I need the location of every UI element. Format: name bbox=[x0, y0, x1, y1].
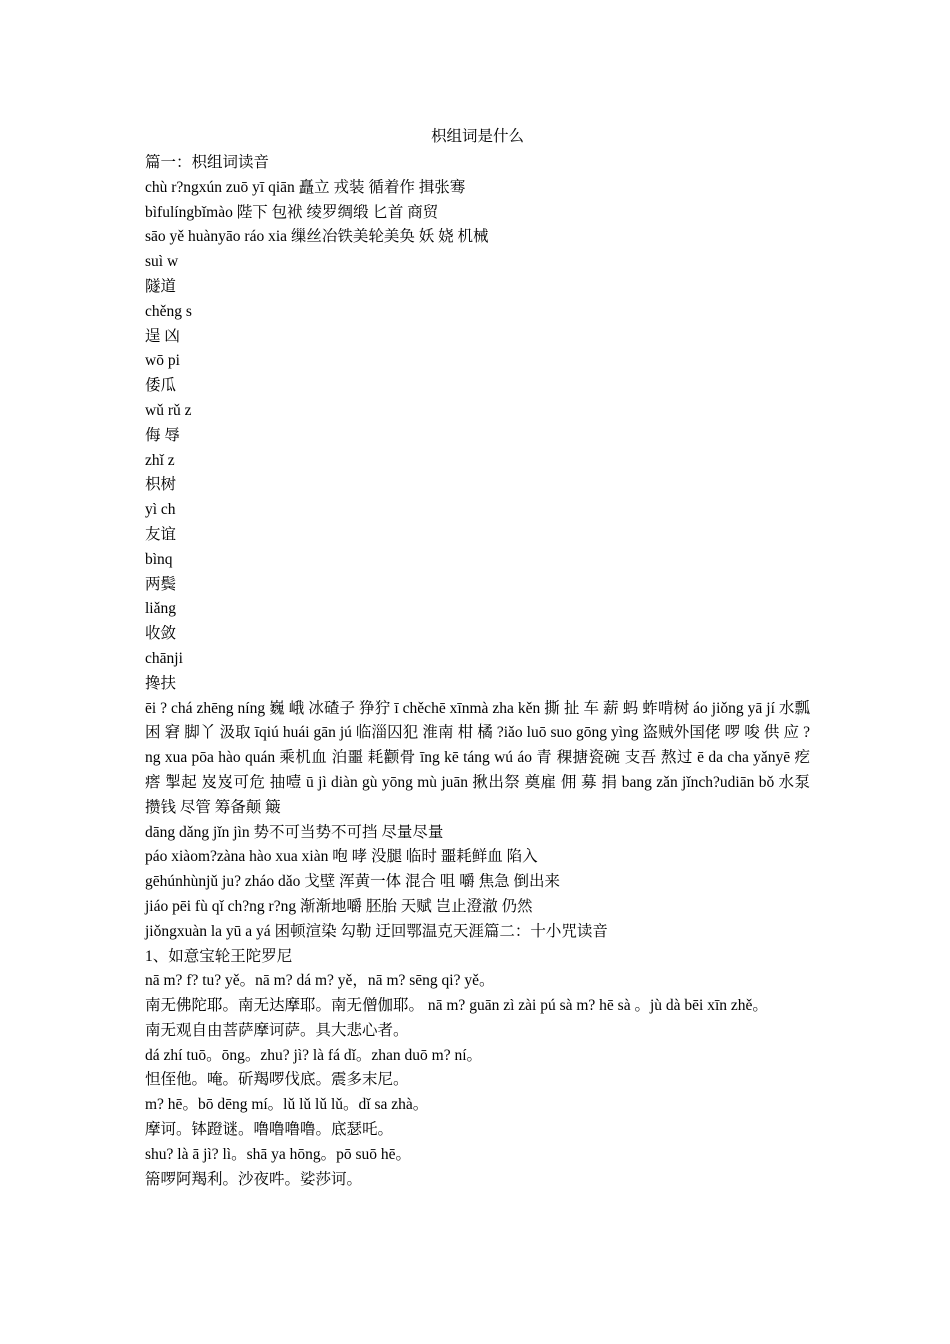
text-line: gēhúnhùnjǔ ju? zháo dǎo 戈壁 浑黄一体 混合 咀 嚼 焦急 倒出来 bbox=[145, 873, 561, 891]
text-line: chānji bbox=[145, 649, 183, 667]
text-line: zhǐ z bbox=[145, 451, 175, 469]
text-line: wō pi bbox=[145, 352, 180, 370]
text-line: shu? là ā jì? lì。shā ya hōng。pō suō hē。 bbox=[145, 1145, 412, 1163]
text-line: 篇一：枳组词读音 bbox=[145, 154, 270, 171]
text-paragraph: ēi ? chá zhēng níng 巍 峨 冰碴子 狰狞 ī chěchē xīnmà zha kěn 撕 扯 车 薪 蚂 蚱啃树 áo jiǒng yā jí 水瓢 困 窘 脚丫 汲取 īqiú huái gān jú 临淄囚犯 淮南 柑 橘 ?iǎo luō suo gōng yìng 盗贼外国佬 啰 唆 供 应 ?ng xua pōa hào quán 乘机血 泊噩 耗颧骨 īng kē táng wú áo 青 稞搪瓷碗 支吾 熬过 ē da cha yǎnyē 疙 瘩 掣起 岌岌可危 抽噎 ū jì diàn gù yōng mù juān 揪出祭 奠雇 佣 募 捐 bang zǎn jǐnch?udiān bǒ 水泵 攒钱 尽管 筹备颠 簸 bbox=[145, 699, 810, 816]
text-line: dá zhí tuō。ōng。zhu? jì? là fá dǐ。zhan duō m? ní。 bbox=[145, 1046, 483, 1064]
text-line: chěng s bbox=[145, 302, 192, 320]
text-line: 友谊 bbox=[145, 525, 177, 543]
text-line: dāng dǎng jǐn jìn 势不可当势不可挡 尽量尽量 bbox=[145, 823, 444, 841]
text-line: m? hē。bō dēng mí。lǔ lǔ lǔ lǔ。dǐ sa zhà。 bbox=[145, 1096, 429, 1114]
text-line: 枳树 bbox=[145, 476, 177, 494]
text-line: 侮 辱 bbox=[145, 426, 180, 444]
document-title: 枳组词是什么 bbox=[430, 128, 524, 145]
text-line: páo xiàom?zàna hào xua xiàn 咆 哮 没腿 临时 噩耗鲜血 陷入 bbox=[145, 848, 538, 866]
text-line: 篅啰阿羯利。沙夜吽。娑莎诃。 bbox=[145, 1170, 363, 1188]
text-line: nā m? f? tu? yě。nā m? dá m? yě，nā m? sēng qi? yě。 bbox=[145, 972, 495, 990]
text-line: sāo yě huànyāo ráo xia 缫丝冶铁美轮美奂 妖 娆 机械 bbox=[145, 228, 489, 246]
text-line: suì w bbox=[145, 253, 179, 271]
text-line: 搀扶 bbox=[145, 674, 177, 692]
text-line: yì ch bbox=[145, 501, 176, 519]
document-body bbox=[145, 123, 810, 1192]
text-line: wǔ rǔ z bbox=[145, 401, 192, 419]
text-line: 逞 凶 bbox=[145, 327, 180, 345]
text-line: 两鬓 bbox=[145, 575, 177, 593]
text-line: liǎng bbox=[145, 600, 176, 618]
text-line: chù r?ngxún zuō yī qiān 矗立 戎装 循着作 揖张骞 bbox=[145, 178, 466, 196]
text-line: 倭瓜 bbox=[145, 377, 177, 395]
text-line: jiǒngxuàn la yū a yá 困顿渲染 勾勒 迂回鄂温克天涯篇二：十小咒读音 bbox=[145, 922, 608, 940]
text-line: jiáo pēi fù qǐ ch?ng r?ng 渐渐地嚼 胚胎 天赋 岂止澄澈 仍然 bbox=[145, 897, 533, 915]
text-line: bìnq bbox=[145, 550, 173, 568]
text-line: 怛侄他。唵。斫羯啰伐底。震多末尼。 bbox=[145, 1071, 409, 1089]
text-paragraph: 南无佛陀耶。南无达摩耶。南无僧伽耶。 nā m? guān zì zài pú sà m? hē sà 。jù dà bēi xīn zhě。 bbox=[145, 997, 768, 1015]
text-line: 隧道 bbox=[145, 277, 177, 295]
text-line: 摩诃。钵蹬谜。噜噜噜噜。底瑟吒。 bbox=[145, 1121, 394, 1139]
text-line: 收敛 bbox=[145, 625, 177, 643]
text-line: bìfulíngbǐmào 陛下 包袱 绫罗绸缎 匕首 商贸 bbox=[145, 203, 439, 221]
section-heading: 1、如意宝轮王陀罗尼 bbox=[145, 947, 293, 965]
text-line: 南无观自由菩萨摩诃萨。具大悲心者。 bbox=[145, 1021, 409, 1039]
